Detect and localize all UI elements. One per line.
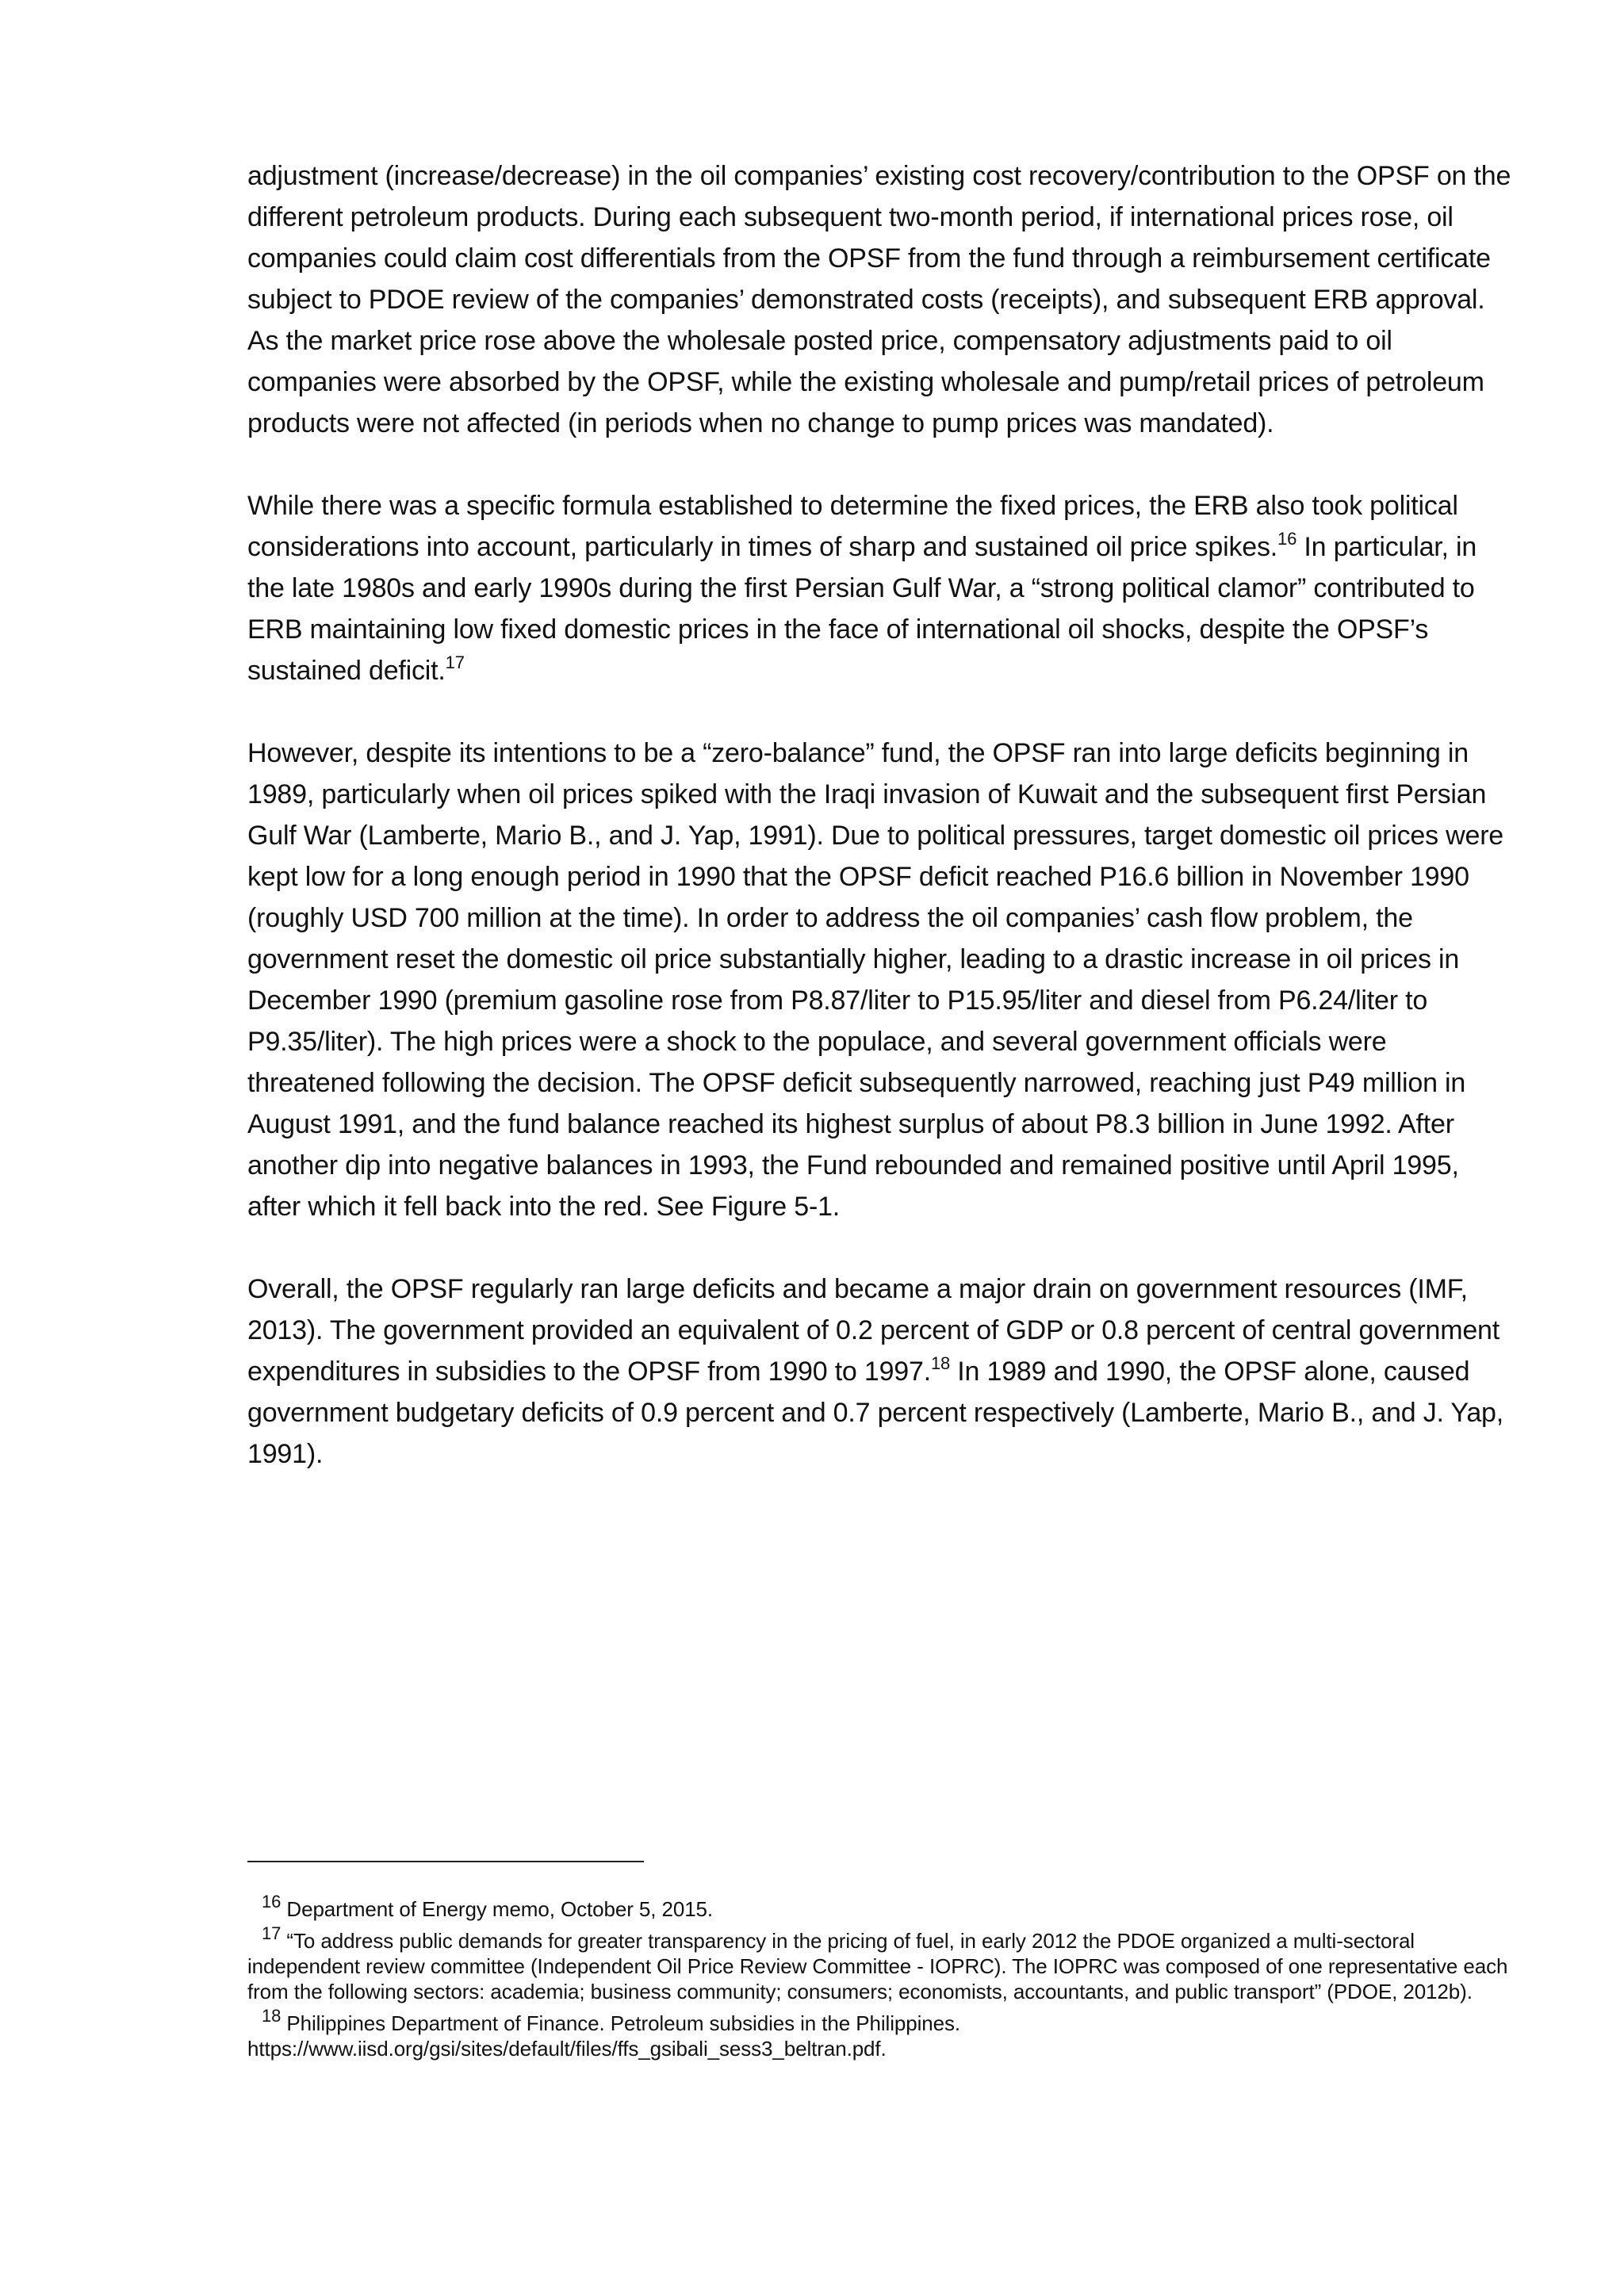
footnote-18	[247, 2006, 1516, 2061]
footnote-ref-17[interactable]: 17	[445, 652, 465, 672]
footnote-separator	[247, 1861, 644, 1862]
footnote-text: “To address public demands for greater transparency in the pricing of fuel, in early 2012 the PDOE organized a multi-sectoral independent review committee (Independent Oil Price Review Committee - IOPRC). The IOPRC was composed of one representative each from the following sectors: academia; business community; consumers; economists, accountants, and public transport” (PDOE, 2012b).	[247, 1929, 1508, 2003]
paragraph-text: In particular, in the late 1980s and early 1990s during the first Persian Gulf War, a “strong political clamor” contributed to ERB maintaining low fixed domestic prices in the face of international oil shocks, despite the OPSF’s sustained deficit.	[247, 532, 1477, 686]
footnote-17	[247, 1923, 1516, 2004]
paragraph-opsf-deficits	[247, 733, 1516, 1227]
footnote-ref-16[interactable]: 16	[1277, 528, 1297, 549]
footnote-ref-18[interactable]: 18	[930, 1353, 951, 1373]
footnotes-section	[247, 1892, 1516, 2068]
paragraph-text: While there was a specific formula established to determine the fixed prices, the ERB also took political considerations into account, particularly in times of sharp and sustained oil price spikes.	[247, 491, 1458, 562]
paragraph-text: adjustment (increase/decrease) in the oil companies’ existing cost recovery/contribution to the OPSF on the different petroleum products. During each subsequent two-month period, if international prices rose, oil companies could claim cost differentials from the OPSF from the fund through a reimbursement certificate subject to PDOE review of the companies’ demonstrated costs (receipts), and subsequent ERB approval. As the market price rose above the wholesale posted price, compensatory adjustments paid to oil companies were absorbed by the OPSF, while the existing wholesale and pump/retail prices of petroleum products were not affected (in periods when no change to pump prices was mandated).	[247, 161, 1511, 438]
footnote-number: 18	[262, 2006, 282, 2026]
footnote-number: 16	[262, 1892, 282, 1912]
paragraph-opsf-adjustment	[247, 155, 1516, 444]
paragraph-political-considerations	[247, 485, 1516, 691]
paragraph-text: However, despite its intentions to be a “zero-balance” fund, the OPSF ran into large deficits beginning in 1989, particularly when oil prices spiked with the Iraqi invasion of Kuwait and the subsequent first Persian Gulf War (Lamberte, Mario B., and J. Yap, 1991). Due to political pressures, target domestic oil prices were kept low for a long enough period in 1990 that the OPSF deficit reached P16.6 billion in November 1990 (roughly USD 700 million at the time). In order to address the oil companies’ cash flow problem, the government reset the domestic oil price substantially higher, leading to a drastic increase in oil prices in December 1990 (premium gasoline rose from P8.87/liter to P15.95/liter and diesel from P6.24/liter to P9.35/liter). The high prices were a shock to the populace, and several government officials were threatened following the decision. The OPSF deficit subsequently narrowed, reaching just P49 million in August 1991, and the fund balance reached its highest surplus of about P8.3 billion in June 1992. After another dip into negative balances in 1993, the Fund rebounded and remained positive until April 1995, after which it fell back into the red. See Figure 5-1.	[247, 738, 1504, 1222]
paragraph-text: In 1989 and 1990, the OPSF alone, caused government budgetary deficits of 0.9 percent and 0.7 percent respectively (Lamberte, Mario B., and J. Yap, 1991).	[247, 1357, 1503, 1469]
document-body	[247, 155, 1516, 1516]
footnote-text: Philippines Department of Finance. Petroleum subsidies in the Philippines. https://www.iisd.org/gsi/sites/default/files/ffs_gsibali_sess3_beltran.pdf.	[247, 2011, 961, 2061]
paragraph-opsf-drain	[247, 1269, 1516, 1475]
footnote-number: 17	[262, 1923, 282, 1944]
footnote-text: Department of Energy memo, October 5, 2015.	[281, 1897, 714, 1921]
paragraph-text: Overall, the OPSF regularly ran large deficits and became a major drain on government resources (IMF, 2013). The government provided an equivalent of 0.2 percent of GDP or 0.8 percent of central government expenditures in subsidies to the OPSF from 1990 to 1997.	[247, 1274, 1500, 1387]
footnote-16	[247, 1892, 1516, 1922]
